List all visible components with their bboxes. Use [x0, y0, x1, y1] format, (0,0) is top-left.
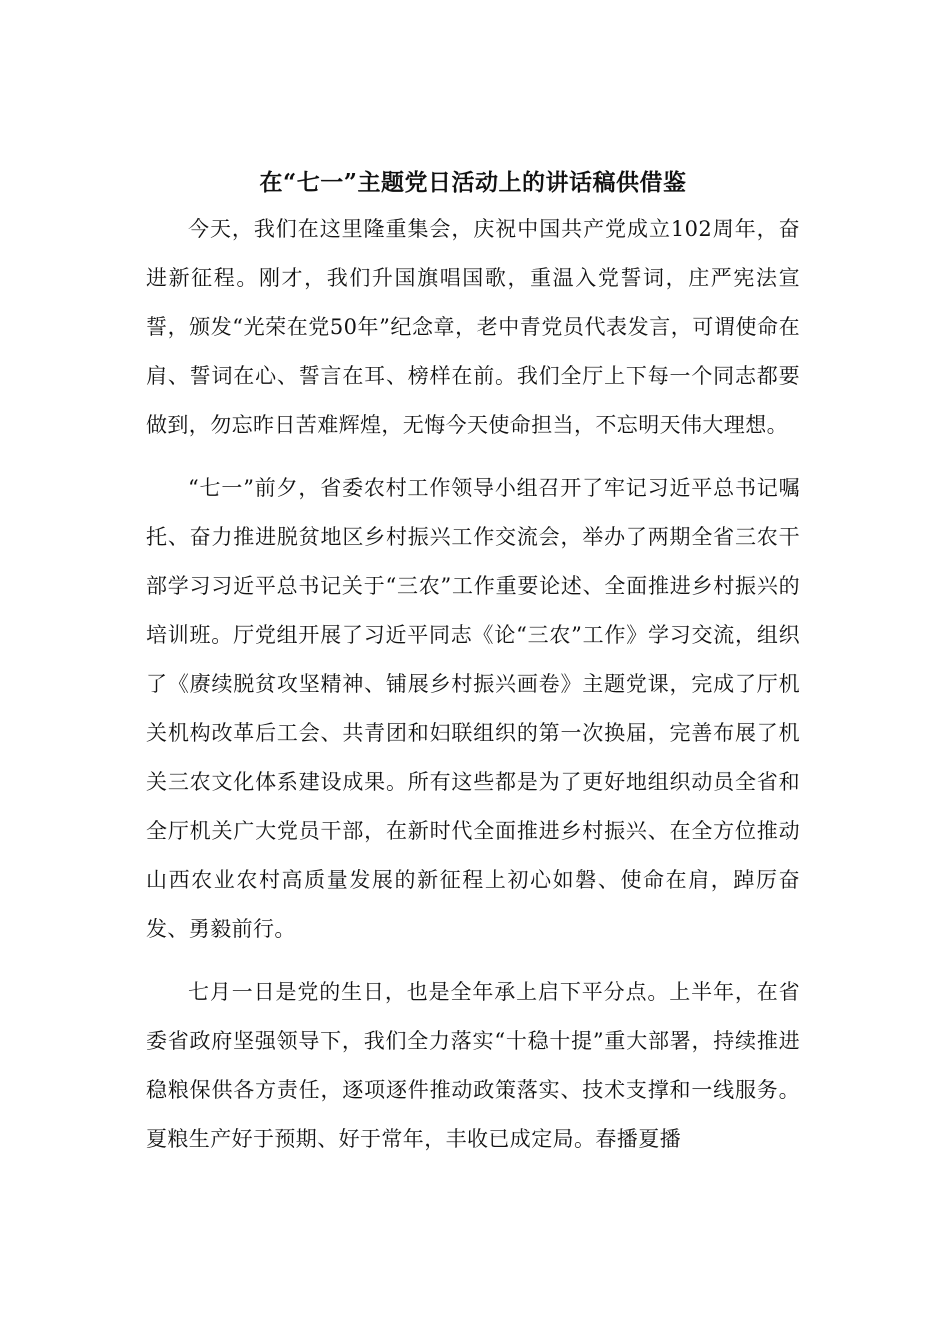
document-body	[146, 205, 800, 1164]
paragraph-2: “七一”前夕，省委农村工作领导小组召开了牢记习近平总书记嘱托、奋力推进脱贫地区乡村振兴工作交流会，举办了两期全省三农干部学习习近平总书记关于“三农”工作重要论述、全面推进乡村振兴的培训班。厅党组开展了习近平同志《论“三农”工作》学习交流，组织了《赓续脱贫攻坚精神、铺展乡村振兴画卷》主题党课，完成了厅机关机构改革后工会、共青团和妇联组织的第一次换届，完善布展了机关三农文化体系建设成果。所有这些都是为了更好地组织动员全省和全厅机关广大党员干部，在新时代全面推进乡村振兴、在全方位推动山西农业农村高质量发展的新征程上初心如磐、使命在肩，踔厉奋发、勇毅前行。	[146, 476, 800, 941]
document-title: 在“七一”主题党日活动上的讲话稿供借鉴	[259, 169, 687, 197]
paragraph-1: 今天，我们在这里隆重集会，庆祝中国共产党成立102周年，奋进新征程。刚才，我们升国旗唱国歌，重温入党誓词，庄严宪法宣誓，颁发“光荣在党50年”纪念章，老中青党员代表发言，可谓使命在肩、誓词在心、誓言在耳、榜样在前。我们全厅上下每一个同志都要做到，勿忘昨日苦难辉煌，无悔今天使命担当，不忘明天伟大理想。	[146, 217, 800, 437]
paragraph-3: 七月一日是党的生日，也是全年承上启下平分点。上半年，在省委省政府坚强领导下，我们全力落实“十稳十提”重大部署，持续推进稳粮保供各方责任，逐项逐件推动政策落实、技术支撑和一线服务。夏粮生产好于预期、好于常年，丰收已成定局。春播夏播	[146, 980, 800, 1151]
